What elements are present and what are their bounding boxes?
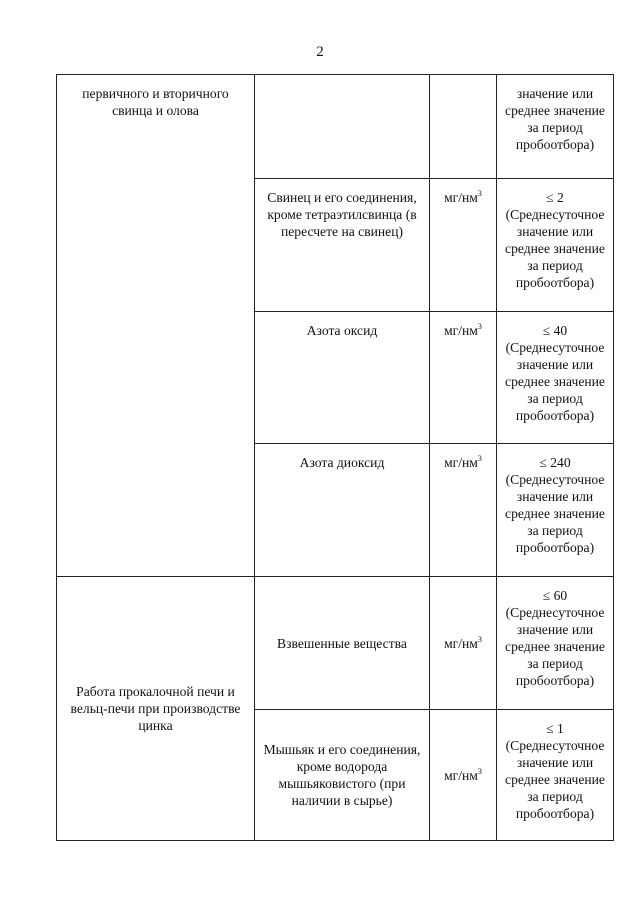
unit-superscript: 3: [477, 766, 482, 776]
limit-cell: ≤ 60 (Среднесуточное значение или среднее значение за период пробоотбора): [497, 577, 614, 710]
table-row: [57, 577, 614, 710]
unit-text: мг/нм: [444, 190, 478, 205]
unit-text: мг/нм: [444, 635, 478, 651]
substance-cell: Мышьяк и его соединения, кроме водорода мышьяковистого (при наличии в сырье): [255, 710, 430, 841]
limit-cell: ≤ 2 (Среднесуточное значение или среднее значение за период пробоотбора): [497, 179, 614, 312]
unit-superscript: 3: [477, 454, 482, 463]
substance-cell: [255, 75, 430, 179]
page-number: 2: [316, 44, 324, 60]
activity-cell: первичного и вторичного свинца и олова: [57, 75, 255, 577]
limit-cell: ≤ 1 (Среднесуточное значение или среднее значение за период пробоотбора): [497, 710, 614, 841]
unit-cell: [430, 710, 497, 841]
limit-cell: значение или среднее значение за период пробоотбора): [497, 75, 614, 179]
substance-cell: Азота оксид: [255, 312, 430, 444]
limit-cell: ≤ 40 (Среднесуточное значение или среднее значение за период пробоотбора): [497, 312, 614, 444]
limit-cell: ≤ 240 (Среднесуточное значение или среднее значение за период пробоотбора): [497, 444, 614, 577]
unit-text: мг/нм: [444, 767, 478, 783]
emission-limits-table: [56, 74, 614, 841]
substance-cell: Взвешенные вещества: [255, 577, 430, 710]
unit-cell: [430, 444, 497, 577]
unit-superscript: 3: [477, 634, 482, 644]
unit-text: мг/нм: [444, 455, 478, 470]
unit-cell: [430, 179, 497, 312]
unit-cell: [430, 312, 497, 444]
unit-text: мг/нм: [444, 323, 478, 338]
substance-cell: Свинец и его соединения, кроме тетраэтилсвинца (в пересчете на свинец): [255, 179, 430, 312]
unit-superscript: 3: [477, 189, 482, 198]
substance-cell: Азота диоксид: [255, 444, 430, 577]
unit-superscript: 3: [477, 322, 482, 331]
activity-cell: Работа прокалочной печи и вельц-печи при производстве цинка: [57, 577, 255, 841]
table-row: [57, 75, 614, 179]
unit-cell: [430, 75, 497, 179]
unit-cell: [430, 577, 497, 710]
